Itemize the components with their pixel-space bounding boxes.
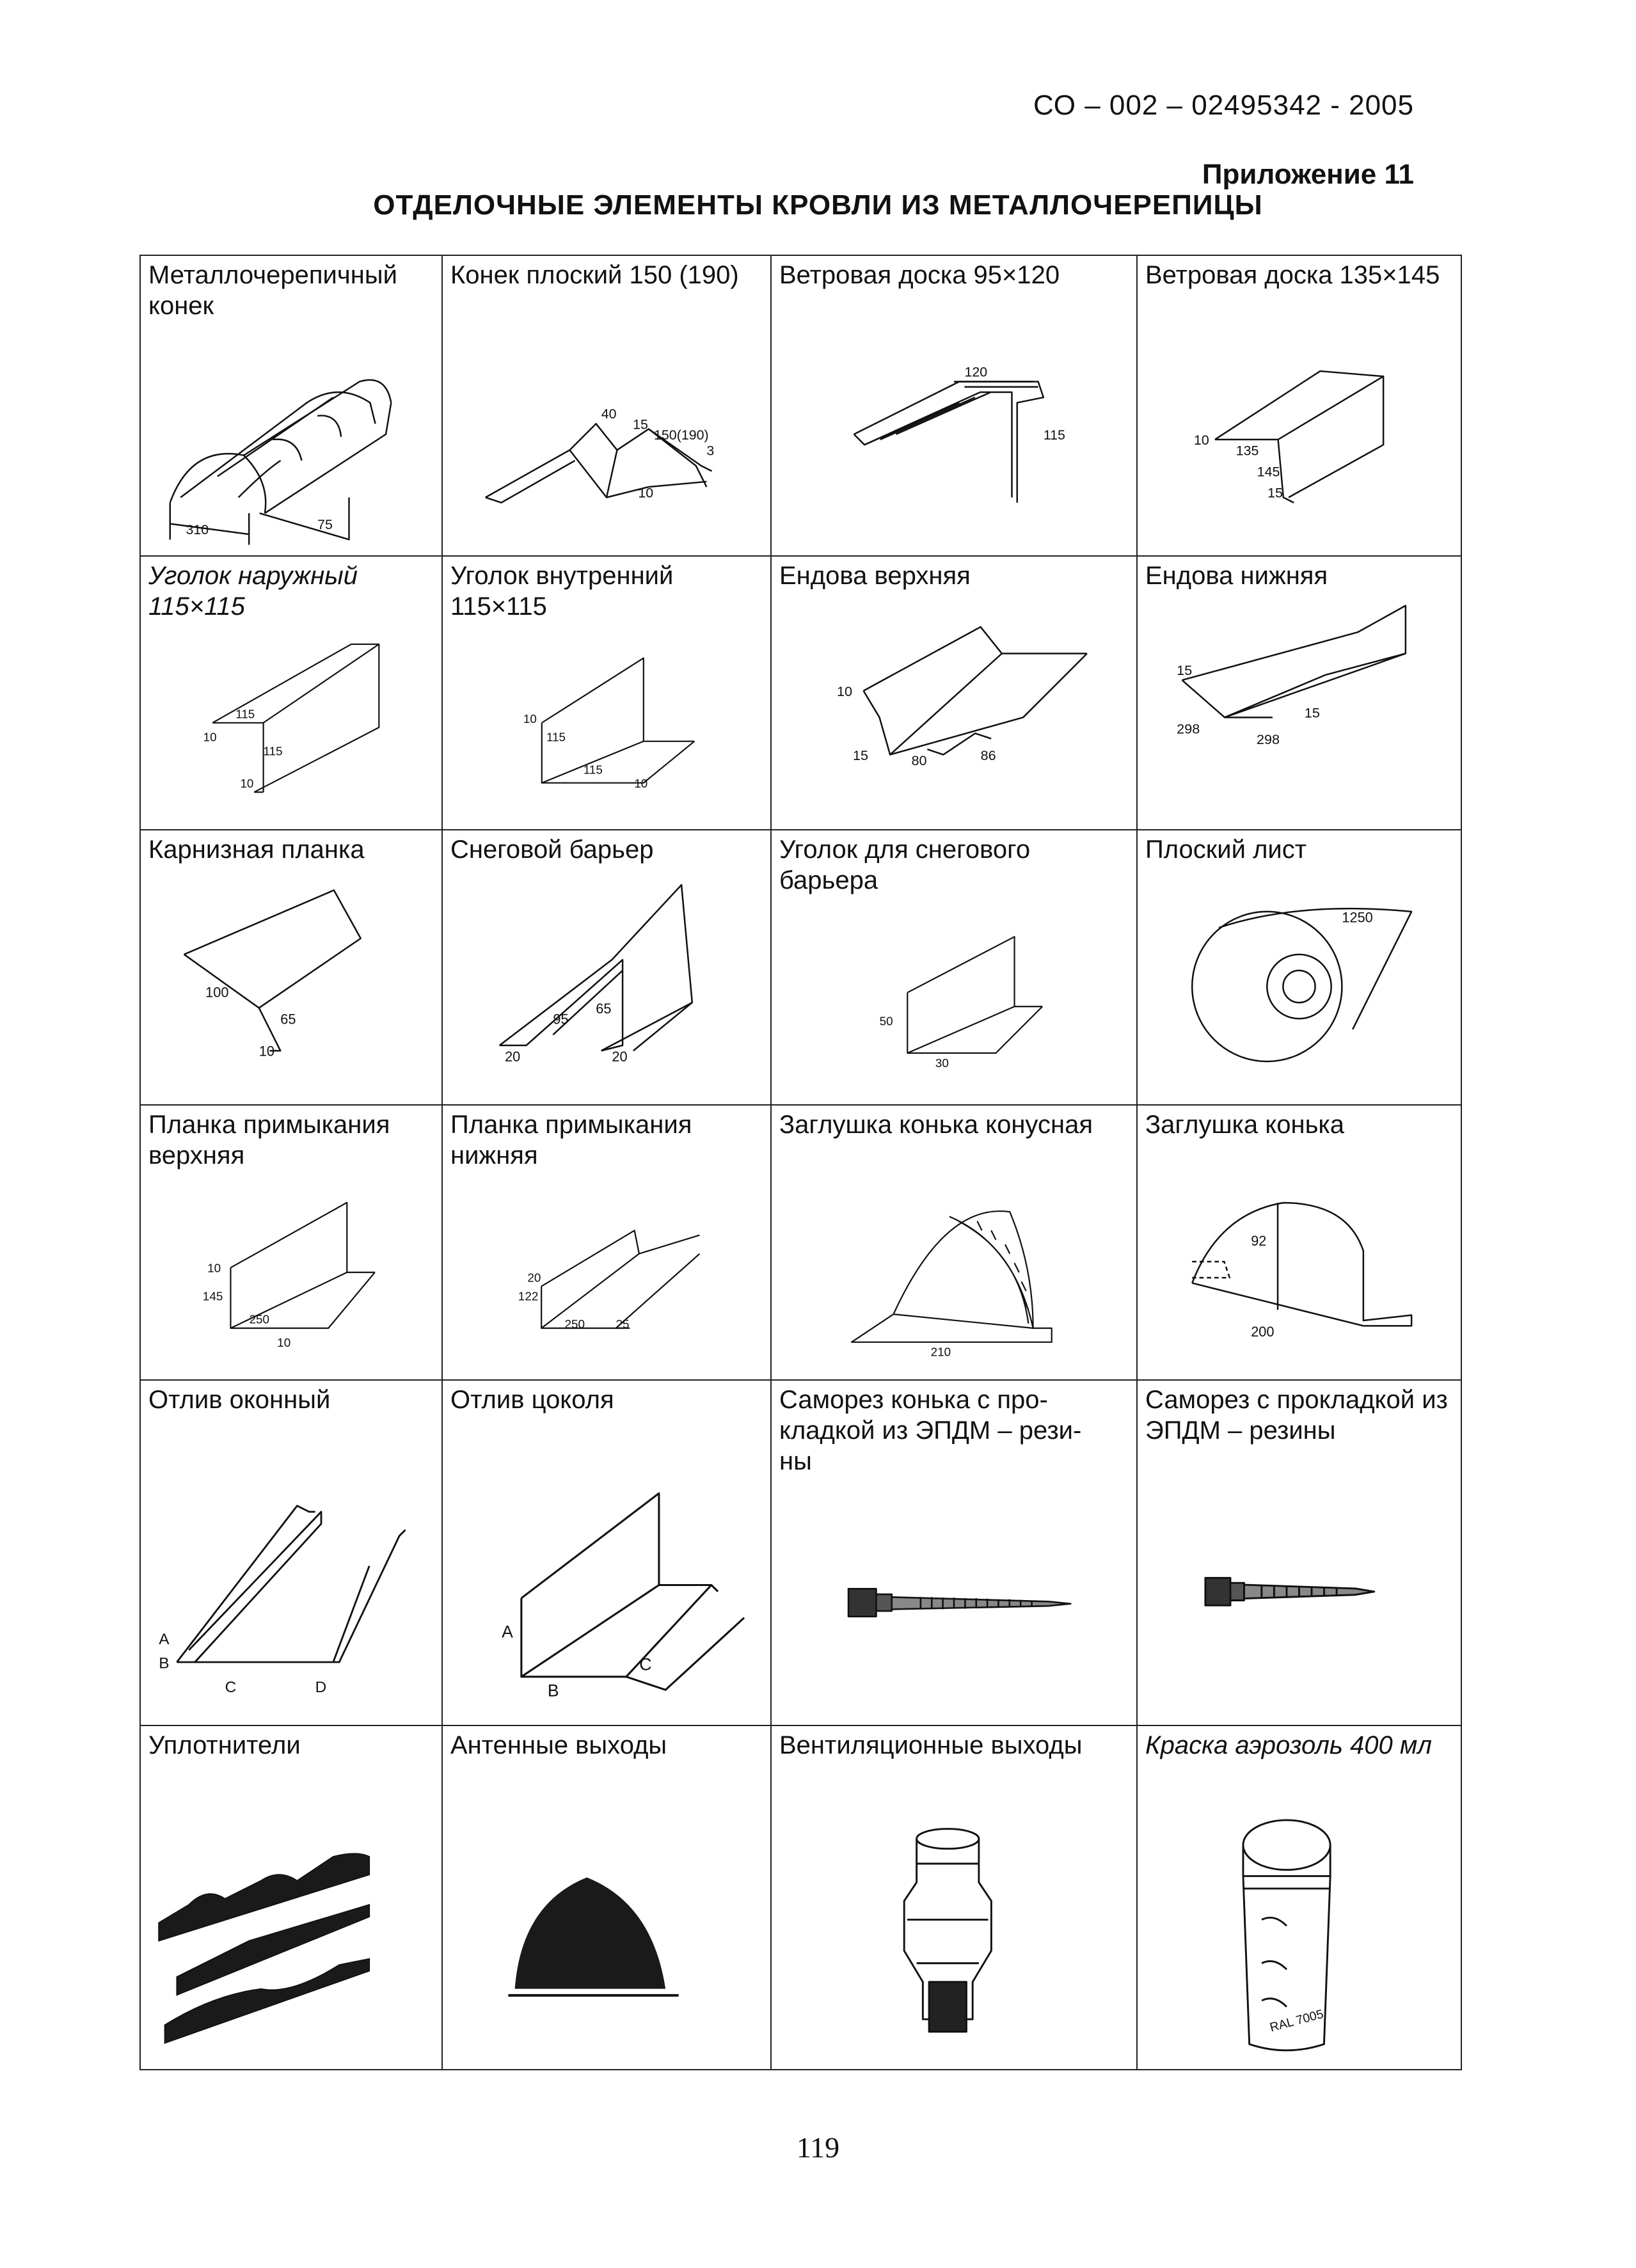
svg-text:50: 50 xyxy=(879,1015,893,1029)
item-label: Конек плоский 150 (190) xyxy=(450,261,739,289)
svg-text:D: D xyxy=(315,1679,327,1696)
svg-text:15: 15 xyxy=(633,416,648,432)
svg-text:3: 3 xyxy=(706,443,715,459)
item-label: Уголок наружный 115×115 xyxy=(148,562,358,621)
svg-text:298: 298 xyxy=(1256,731,1280,747)
page-title: ОТДЕЛОЧНЫЕ ЭЛЕМЕНТЫ КРОВЛИ ИЗ МЕТАЛЛОЧЕРЕПИЦЫ xyxy=(373,189,1263,221)
svg-text:10: 10 xyxy=(634,776,648,790)
flat-ridge-icon xyxy=(443,324,770,555)
document-code: СО – 002 – 02495342 - 2005 xyxy=(1033,90,1414,121)
catalog-item xyxy=(1138,1106,1462,1381)
svg-text:115: 115 xyxy=(235,707,255,721)
item-label: Уголок внутренний 115×115 xyxy=(450,562,674,621)
wind-board-95-icon xyxy=(772,324,1136,555)
ridge-end-cap-icon xyxy=(1138,1144,1461,1379)
svg-text:65: 65 xyxy=(280,1011,296,1027)
svg-text:310: 310 xyxy=(186,522,209,538)
svg-text:A: A xyxy=(159,1630,170,1648)
catalog-item xyxy=(772,1106,1138,1381)
catalog-item xyxy=(443,1381,772,1726)
svg-text:10: 10 xyxy=(240,776,254,790)
svg-text:10: 10 xyxy=(523,711,537,726)
svg-text:20: 20 xyxy=(527,1271,541,1285)
conical-ridge-cap-icon xyxy=(772,1175,1136,1379)
svg-text:20: 20 xyxy=(505,1049,521,1065)
svg-text:15: 15 xyxy=(852,747,869,763)
svg-text:10: 10 xyxy=(837,683,853,700)
svg-text:115: 115 xyxy=(263,744,283,758)
catalog-item xyxy=(1138,255,1462,557)
flat-sheet-roll-icon xyxy=(1138,869,1461,1104)
catalog-item xyxy=(772,557,1138,830)
catalog-item xyxy=(1138,830,1462,1106)
svg-text:115: 115 xyxy=(546,730,566,744)
item-label: Металлочерепичный конек xyxy=(148,261,397,320)
svg-text:75: 75 xyxy=(317,516,333,532)
snow-barrier-corner-icon xyxy=(772,900,1136,1104)
svg-text:92: 92 xyxy=(1251,1232,1267,1249)
svg-text:122: 122 xyxy=(518,1290,539,1304)
outer-corner-icon xyxy=(141,626,441,829)
upper-abutment-strip-icon xyxy=(141,1175,441,1379)
screw-icon xyxy=(1138,1450,1461,1725)
catalog-table xyxy=(139,255,1462,2070)
catalog-item xyxy=(443,1106,772,1381)
svg-text:15: 15 xyxy=(1177,662,1193,678)
catalog-item xyxy=(772,1726,1138,2070)
catalog-item xyxy=(1138,1726,1462,2070)
sealants-icon xyxy=(141,1764,441,2069)
svg-text:10: 10 xyxy=(638,485,654,501)
catalog-item xyxy=(139,1106,443,1381)
svg-text:95: 95 xyxy=(553,1011,569,1027)
catalog-item xyxy=(139,255,443,557)
svg-text:C: C xyxy=(225,1679,237,1696)
svg-text:100: 100 xyxy=(205,984,229,1001)
svg-text:10: 10 xyxy=(207,1262,221,1276)
item-label: Вентиляционные выходы xyxy=(779,1731,1083,1759)
svg-text:145: 145 xyxy=(1257,464,1280,480)
svg-text:200: 200 xyxy=(1251,1324,1275,1340)
catalog-item xyxy=(772,1381,1138,1726)
catalog-item xyxy=(139,830,443,1106)
svg-text:C: C xyxy=(639,1654,652,1674)
svg-text:10: 10 xyxy=(258,1043,275,1059)
svg-text:40: 40 xyxy=(601,406,617,422)
spray-paint-can-icon xyxy=(1138,1795,1461,2069)
lower-valley-icon xyxy=(1138,595,1461,829)
svg-text:10: 10 xyxy=(203,730,217,744)
svg-text:250: 250 xyxy=(564,1318,585,1331)
svg-text:10: 10 xyxy=(1193,432,1209,448)
svg-text:80: 80 xyxy=(911,752,927,769)
svg-text:20: 20 xyxy=(612,1049,628,1065)
item-label: Уплотнители xyxy=(148,1731,301,1759)
svg-text:210: 210 xyxy=(930,1345,951,1360)
ridge-tile-icon xyxy=(141,324,441,555)
catalog-item xyxy=(443,1726,772,2070)
page-number: 119 xyxy=(796,2131,840,2164)
item-label: Краска аэрозоль 400 мл xyxy=(1145,1731,1432,1759)
svg-text:1250: 1250 xyxy=(1342,909,1373,926)
vent-outlet-icon xyxy=(772,1795,1136,2069)
svg-text:115: 115 xyxy=(583,763,603,777)
svg-text:120: 120 xyxy=(964,364,988,380)
svg-text:250: 250 xyxy=(249,1313,270,1327)
item-label: Заглушка конька конусная xyxy=(779,1111,1093,1139)
item-label: Планка примыкания нижняя xyxy=(450,1111,692,1170)
item-label: Отлив оконный xyxy=(148,1386,331,1414)
item-label: Ендова нижняя xyxy=(1145,562,1328,590)
catalog-item xyxy=(443,255,772,557)
item-label: Отлив цоколя xyxy=(450,1386,614,1414)
item-label: Планка примыкания верхняя xyxy=(148,1111,390,1170)
lower-abutment-strip-icon xyxy=(443,1175,770,1379)
svg-text:A: A xyxy=(502,1622,513,1642)
item-label: Антенные выходы xyxy=(450,1731,667,1759)
svg-text:115: 115 xyxy=(1043,427,1065,443)
svg-text:30: 30 xyxy=(935,1056,949,1070)
item-label: Плоский лист xyxy=(1145,836,1307,864)
item-label: Заглушка конька xyxy=(1145,1111,1345,1139)
catalog-item xyxy=(772,830,1138,1106)
plinth-drip-icon xyxy=(443,1419,770,1725)
svg-text:15: 15 xyxy=(1267,485,1283,501)
item-label: Карнизная планка xyxy=(148,836,365,864)
svg-text:25: 25 xyxy=(615,1318,630,1331)
svg-text:150(190): 150(190) xyxy=(654,427,709,443)
catalog-item xyxy=(1138,1381,1462,1726)
catalog-item xyxy=(139,557,443,830)
antenna-outlet-icon xyxy=(443,1764,770,2069)
inner-corner-icon xyxy=(443,626,770,829)
svg-text:65: 65 xyxy=(596,1000,612,1017)
svg-text:15: 15 xyxy=(1304,704,1320,721)
item-label: Саморез с прокладкой из ЭПДМ – резины xyxy=(1145,1386,1448,1445)
item-label: Снеговой барьер xyxy=(450,836,654,864)
item-label: Уголок для снегового барьера xyxy=(779,836,1031,894)
window-drip-icon xyxy=(141,1419,441,1725)
wind-board-135-icon xyxy=(1138,324,1461,555)
svg-text:10: 10 xyxy=(277,1336,291,1351)
svg-text:135: 135 xyxy=(1235,443,1259,459)
svg-text:RAL 7005: RAL 7005 xyxy=(1268,2007,1325,2035)
catalog-item xyxy=(443,557,772,830)
catalog-item xyxy=(772,255,1138,557)
item-label: Ветровая доска 135×145 xyxy=(1145,261,1440,289)
item-label: Ветровая доска 95×120 xyxy=(779,261,1060,289)
catalog-item xyxy=(443,830,772,1106)
item-label: Ендова верхняя xyxy=(779,562,971,590)
appendix-label: Приложение 11 xyxy=(1202,159,1414,190)
ridge-screw-icon xyxy=(772,1480,1136,1725)
catalog-item xyxy=(139,1381,443,1726)
svg-text:86: 86 xyxy=(980,747,996,763)
eaves-strip-icon xyxy=(141,869,441,1104)
snow-barrier-icon xyxy=(443,869,770,1104)
svg-text:145: 145 xyxy=(202,1290,223,1304)
svg-text:B: B xyxy=(159,1654,170,1672)
upper-valley-icon xyxy=(772,595,1136,829)
item-label: Саморез конька с про- кладкой из ЭПДМ – рези- ны xyxy=(779,1386,1082,1475)
catalog-item xyxy=(139,1726,443,2070)
svg-text:B: B xyxy=(547,1681,559,1701)
catalog-item xyxy=(1138,557,1462,830)
svg-text:298: 298 xyxy=(1177,720,1200,737)
